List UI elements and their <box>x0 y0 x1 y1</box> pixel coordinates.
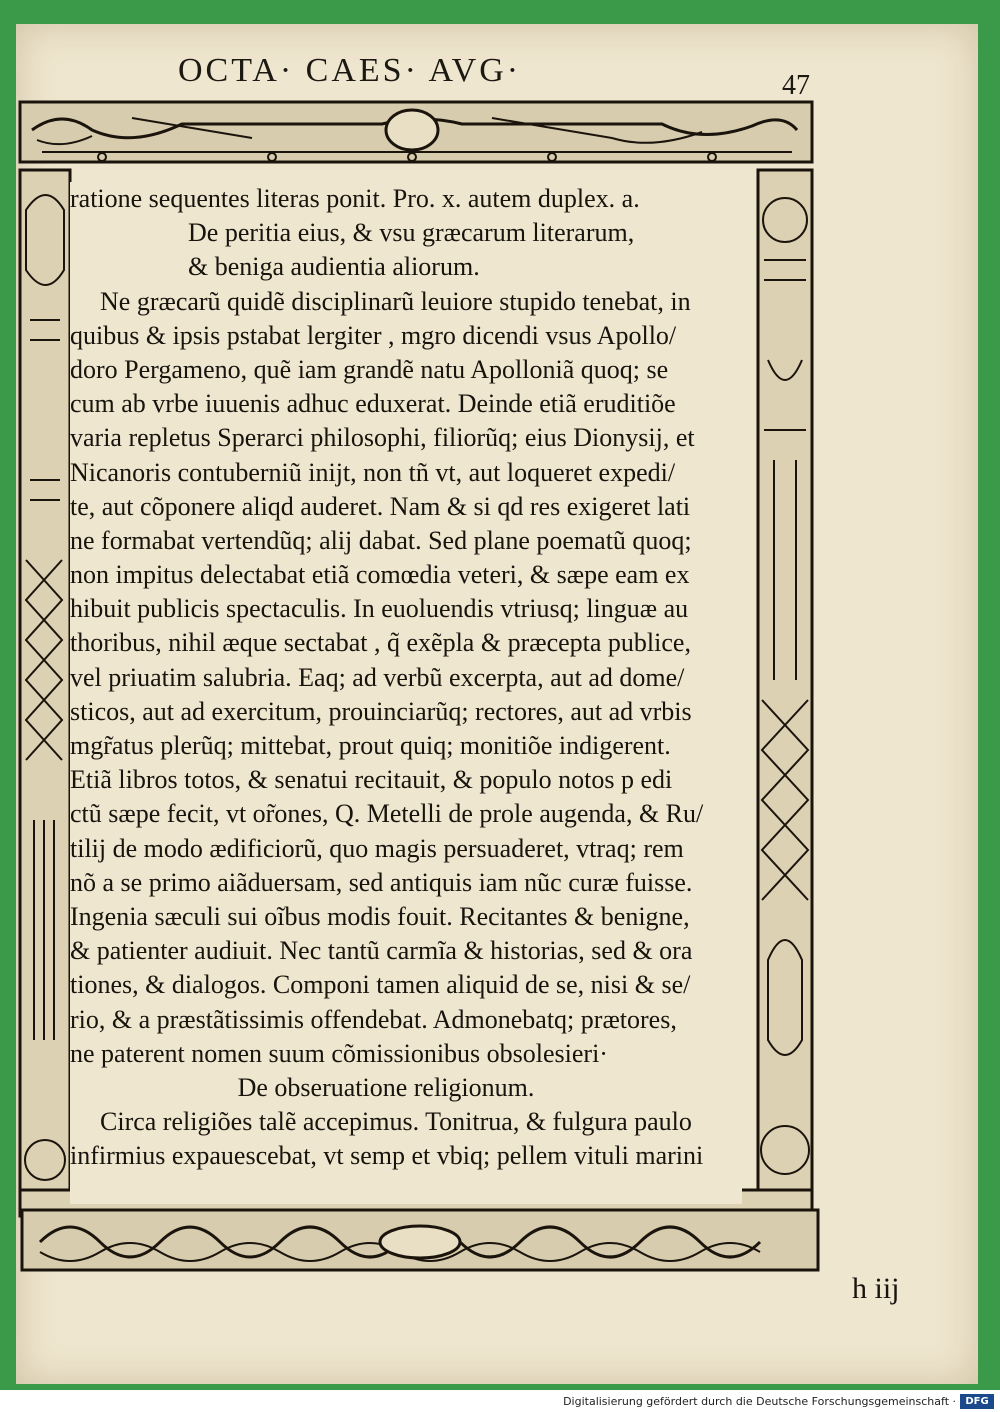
text-line: cum ab vrbe iuuenis adhuc eduxerat. Deinde etiã eruditiõe <box>70 389 676 419</box>
text-line: varia repletus Sperarci philosophi, filiorũq; eius Dionysij, et <box>70 423 695 453</box>
signature-mark: h iij <box>852 1272 900 1305</box>
text-line: tilij de modo ædificiorũ, quo magis persuaderet, vtraq; rem <box>70 833 684 863</box>
text-line: mgr̃atus plerũq; mittebat, prout quiq; monitiõe indigerent. <box>70 731 671 760</box>
running-head: OCTA· CAES· AVG· <box>178 52 522 89</box>
text-line: Ingenia sæculi sui oĩbus modis fouit. Recitantes & benigne, <box>70 901 690 931</box>
top-frieze-icon <box>20 102 812 162</box>
text-line: hibuit publicis spectaculis. In euoluendis vtriusq; linguæ au <box>70 594 689 624</box>
dfg-logo: DFG <box>960 1394 994 1409</box>
text-line: doro Pergameno, quẽ iam grandẽ natu Apolloniã quoq; se <box>70 354 669 384</box>
text-line: thoribus, nihil æque sectabat , q̃ exẽpla & præcepta publice, <box>70 628 691 658</box>
text-line: vel priuatim salubria. Eaq; ad verbũ excerpta, aut ad dome/ <box>70 662 685 692</box>
text-line: nõ a se primo aiãduersam, sed antiquis iam nũc curæ fuisse. <box>70 867 693 897</box>
text-line: ne formabat vertendũq; alij dabat. Sed plane poematũ quoq; <box>70 525 692 555</box>
text-line: Nicanoris contuberniũ inijt, non tñ vt, aut loqueret expedi/ <box>70 457 676 487</box>
section-heading-line: De peritia eius, & vsu græcarum literarum, <box>188 218 635 248</box>
folio-number: 47 <box>782 70 810 101</box>
text-line: Etiã libros totos, & senatui recitauit, & populo notos p edi <box>70 765 673 795</box>
text-line: tiones, & dialogos. Componi tamen aliquid de se, nisi & se/ <box>70 970 691 1000</box>
text-line: non impitus delectabat etiã comœdia veteri, & sæpe eam ex <box>70 560 690 590</box>
text-line: rio, & a præstãtissimis offendebat. Admonebatq; prætores, <box>70 1004 677 1034</box>
text-line: sticos, aut ad exercitum, prouinciarũq; rectores, aut ad vrbis <box>70 696 692 726</box>
right-column-icon <box>758 170 812 1210</box>
text-line: & patienter audiuit. Nec tantũ carmĩa & historias, sed & ora <box>70 936 693 966</box>
section-heading-line: De obseruatione religionum. <box>237 1072 535 1102</box>
text-line: Circa religiões talẽ accepimus. Tonitrua, & fulgura paulo <box>100 1107 692 1137</box>
left-column-icon <box>20 170 70 1210</box>
main-text-block <box>70 182 742 1204</box>
text-line: Ne græcarũ quidẽ disciplinarũ leuiore stupido tenebat, in <box>100 286 691 316</box>
text-line: ctũ sæpe fecit, vt or̃ones, Q. Metelli de prole augenda, & Ru/ <box>70 799 704 829</box>
section-heading-line: & beniga audientia aliorum. <box>188 252 480 282</box>
acanthus-frieze-icon <box>20 1208 820 1272</box>
text-line: infirmius expauescebat, vt semp et vbiq; pellem vituli marini <box>70 1141 704 1171</box>
text-line: te, aut cõponere aliqd auderet. Nam & si qd res exigeret lati <box>70 491 691 521</box>
footer-credit: Digitalisierung gefördert durch die Deutsche Forschungsgemeinschaft · <box>563 1395 956 1408</box>
text-line: quibus & ipsis pstabat lergiter , mgro dicendi vsus Apollo/ <box>70 320 677 350</box>
text-line: ne paterent nomen suum cõmissionibus obsolesieri· <box>70 1038 608 1068</box>
text-line: ratione sequentes literas ponit. Pro. x. autem duplex. a. <box>70 184 640 213</box>
